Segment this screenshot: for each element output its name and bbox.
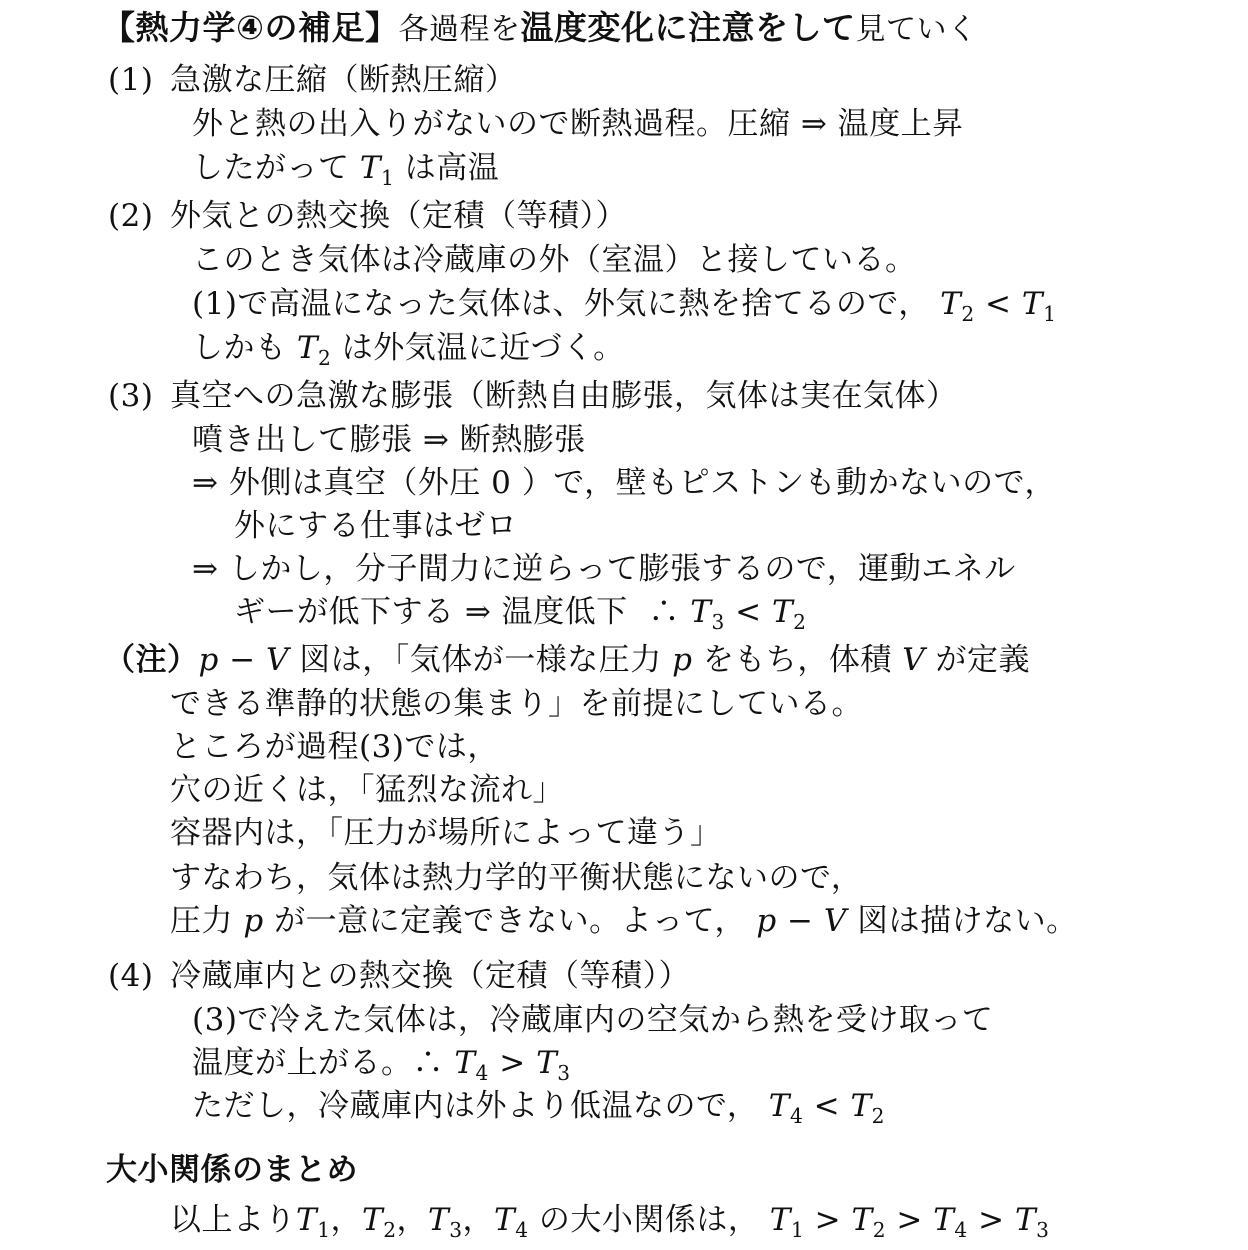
section-4-heading	[108, 956, 690, 996]
section-2-number: (2)	[108, 198, 154, 234]
text-fragment: (1)で高温になった気体は、外気に熱を捨てるので，	[192, 286, 930, 322]
summary-line	[170, 1200, 1049, 1250]
text-fragment: が一意に定義できない。よって，	[274, 903, 746, 939]
section-3-line-4: ⇒ しかし，分子間力に逆らって膨張するので，運動エネル	[192, 551, 1016, 587]
relation-T2-lt-T1: $T_2 < T_1$	[940, 286, 1057, 327]
title-bracket-label: 【熱力学④の補足】	[102, 8, 399, 47]
note-line-5: 容器内は，「圧力が場所によって違う」	[170, 815, 722, 851]
section-2-line-2	[192, 284, 1056, 334]
section-4-number: (4)	[108, 958, 154, 994]
title-prefix: 各過程を	[398, 12, 521, 47]
text-fragment: ギーが低下する ⇒ 温度低下	[234, 594, 628, 630]
text-fragment: が定義	[935, 642, 1030, 678]
var-list: $T_1$，$T_2$，$T_3$，$T_4$	[296, 1202, 529, 1243]
text-fragment: 圧力	[170, 903, 233, 939]
text-fragment: 温度が上がる。∴	[192, 1045, 444, 1081]
text-fragment: は外気温に近づく。	[341, 330, 625, 366]
section-1-number: (1)	[108, 62, 154, 98]
section-1-line-1: 外と熱の出入りがないので断熱過程。圧縮 ⇒ 温度上昇	[192, 106, 964, 142]
section-2-heading	[108, 196, 627, 236]
relation-T4-lt-T2: $T_4 < T_2$	[768, 1088, 885, 1129]
section-3-line-5	[234, 592, 807, 642]
section-3-number: (3)	[108, 378, 154, 414]
text-fragment: ただし，冷蔵庫内は外より低温なので，	[192, 1088, 759, 1124]
section-3-heading	[108, 376, 958, 416]
title-emphasis: 温度変化に注意をして	[520, 8, 856, 47]
text-fragment: 図は描けない。	[857, 903, 1078, 939]
math-V: V	[902, 642, 926, 678]
summary-heading: 大小関係のまとめ	[106, 1152, 358, 1188]
section-1-title: 急激な圧縮（断熱圧縮）	[170, 62, 517, 98]
math-T2: $T_2$	[296, 330, 332, 371]
section-2-title: 外気との熱交換（定積（等積））	[170, 198, 627, 234]
section-2-line-1: このとき気体は冷蔵庫の外（室温）と接している。	[192, 242, 917, 278]
section-4-line-3	[192, 1086, 885, 1136]
section-3-line-3: 外にする仕事はゼロ	[234, 508, 518, 544]
note-line-7	[170, 901, 1078, 941]
page-title	[102, 6, 977, 52]
math-p-minus-V: p − V	[756, 903, 847, 939]
title-suffix: 見ていく	[855, 12, 978, 47]
note-line-1	[104, 640, 1030, 680]
text-fragment: 以上より	[170, 1202, 296, 1238]
text-fragment: しかも	[192, 330, 287, 366]
section-2-line-3	[192, 328, 625, 378]
math-p: p	[243, 903, 264, 939]
math-p: p	[672, 642, 693, 678]
summary-order-relation: $T_1 > T_2 > T_4 > T_3$	[769, 1202, 1050, 1243]
text-fragment: は高温	[404, 150, 500, 186]
math-T1: $T_1$	[359, 150, 395, 191]
note-line-3: ところが過程(3)では，	[170, 729, 499, 765]
section-3-line-1: 噴き出して膨張 ⇒ 断熱膨張	[192, 422, 586, 458]
section-1-line-2	[192, 148, 499, 198]
math-p-minus-V: p − V	[198, 642, 289, 678]
section-3-line-2: ⇒ 外側は真空（外圧 0 ）で，壁もピストンも動かないので，	[192, 465, 1057, 501]
section-1-heading	[108, 60, 517, 100]
text-fragment: 図は，「気体が一様な圧力	[299, 642, 662, 678]
relation-T4-gt-T3: $T_4 > T_3$	[454, 1045, 571, 1086]
text-fragment: をもち，体積	[702, 642, 892, 678]
note-line-2: できる準静的状態の集まり」を前提にしている。	[170, 686, 863, 722]
text-fragment: したがって	[192, 150, 350, 186]
section-3-title: 真空への急激な膨張（断熱自由膨張，気体は実在気体）	[170, 378, 958, 414]
note-label: （注）	[104, 642, 199, 678]
section-4-title: 冷蔵庫内との熱交換（定積（等積））	[170, 958, 690, 994]
text-fragment: の大小関係は，	[538, 1202, 760, 1238]
therefore-symbol: ∴	[648, 594, 680, 630]
section-4-line-1: (3)で冷えた気体は，冷蔵庫内の空気から熱を受け取って	[192, 1002, 994, 1038]
relation-T3-lt-T2: $T_3 < T_2$	[690, 594, 807, 635]
note-line-6: すなわち，気体は熱力学的平衡状態にないので，	[170, 860, 863, 896]
note-line-4: 穴の近くは，「猛烈な流れ」	[170, 772, 564, 808]
